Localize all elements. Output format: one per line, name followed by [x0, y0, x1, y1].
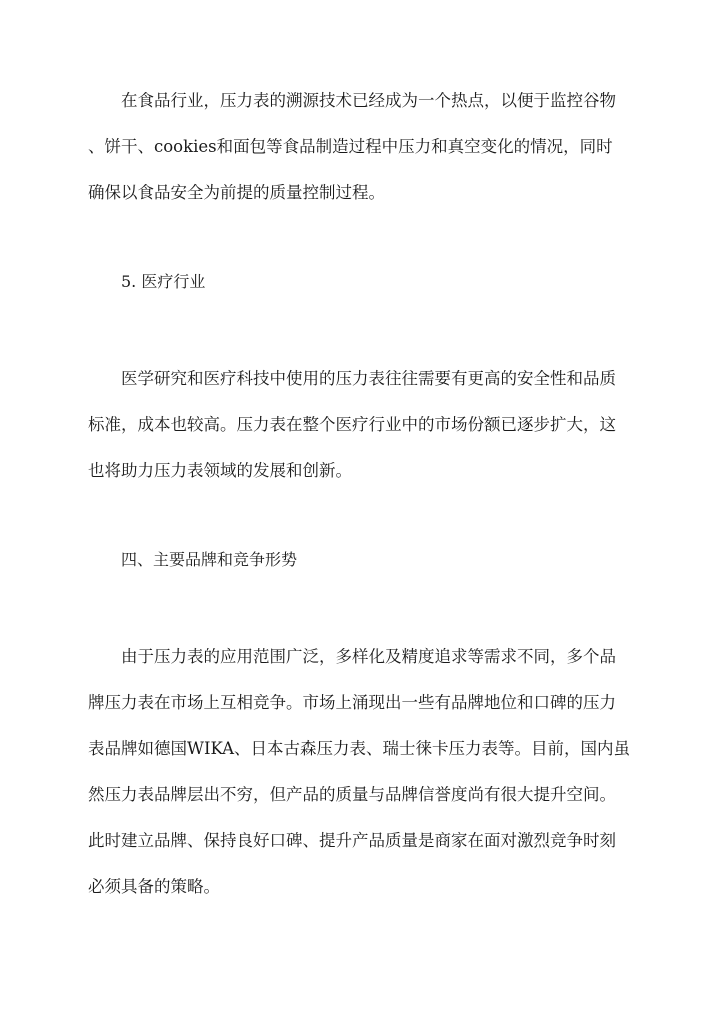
paragraph-medical-industry: [88, 356, 634, 494]
paragraph-line: 在食品行业，压力表的溯源技术已经成为一个热点，以便于监控谷物: [121, 91, 616, 110]
paragraph-food-industry: [88, 78, 634, 216]
paragraph-line: 此时建立品牌、保持良好口碑、提升产品质量是商家在面对激烈竞争时刻: [88, 831, 616, 850]
paragraph-line: 标准，成本也较高。压力表在整个医疗行业中的市场份额已逐步扩大，这: [88, 415, 616, 434]
paragraph-line: 然压力表品牌层出不穷，但产品的质量与品牌信誉度尚有很大提升空间。: [88, 785, 616, 804]
paragraph-line: 确保以食品安全为前提的质量控制过程。: [88, 183, 385, 202]
paragraph-line: 也将助力压力表领域的发展和创新。: [88, 461, 352, 480]
paragraph-line: 医学研究和医疗科技中使用的压力表往往需要有更高的安全性和品质: [121, 369, 616, 388]
paragraph-line: 牌压力表在市场上互相竞争。市场上涌现出一些有品牌地位和口碑的压力: [88, 693, 616, 712]
section-heading-medical: 5. 医疗行业: [121, 272, 206, 291]
paragraph-line: 表品牌如德国WIKA、日本古森压力表、瑞士徕卡压力表等。目前，国内虽: [88, 739, 631, 758]
paragraph-line: 、饼干、cookies和面包等食品制造过程中压力和真空变化的情况，同时: [88, 137, 613, 156]
paragraph-line: 必须具备的策略。: [88, 877, 220, 896]
section-heading-brands: 四、主要品牌和竞争形势: [121, 550, 298, 569]
paragraph-line: 由于压力表的应用范围广泛，多样化及精度追求等需求不同，多个品: [121, 647, 616, 666]
paragraph-brands-competition: [88, 634, 634, 910]
